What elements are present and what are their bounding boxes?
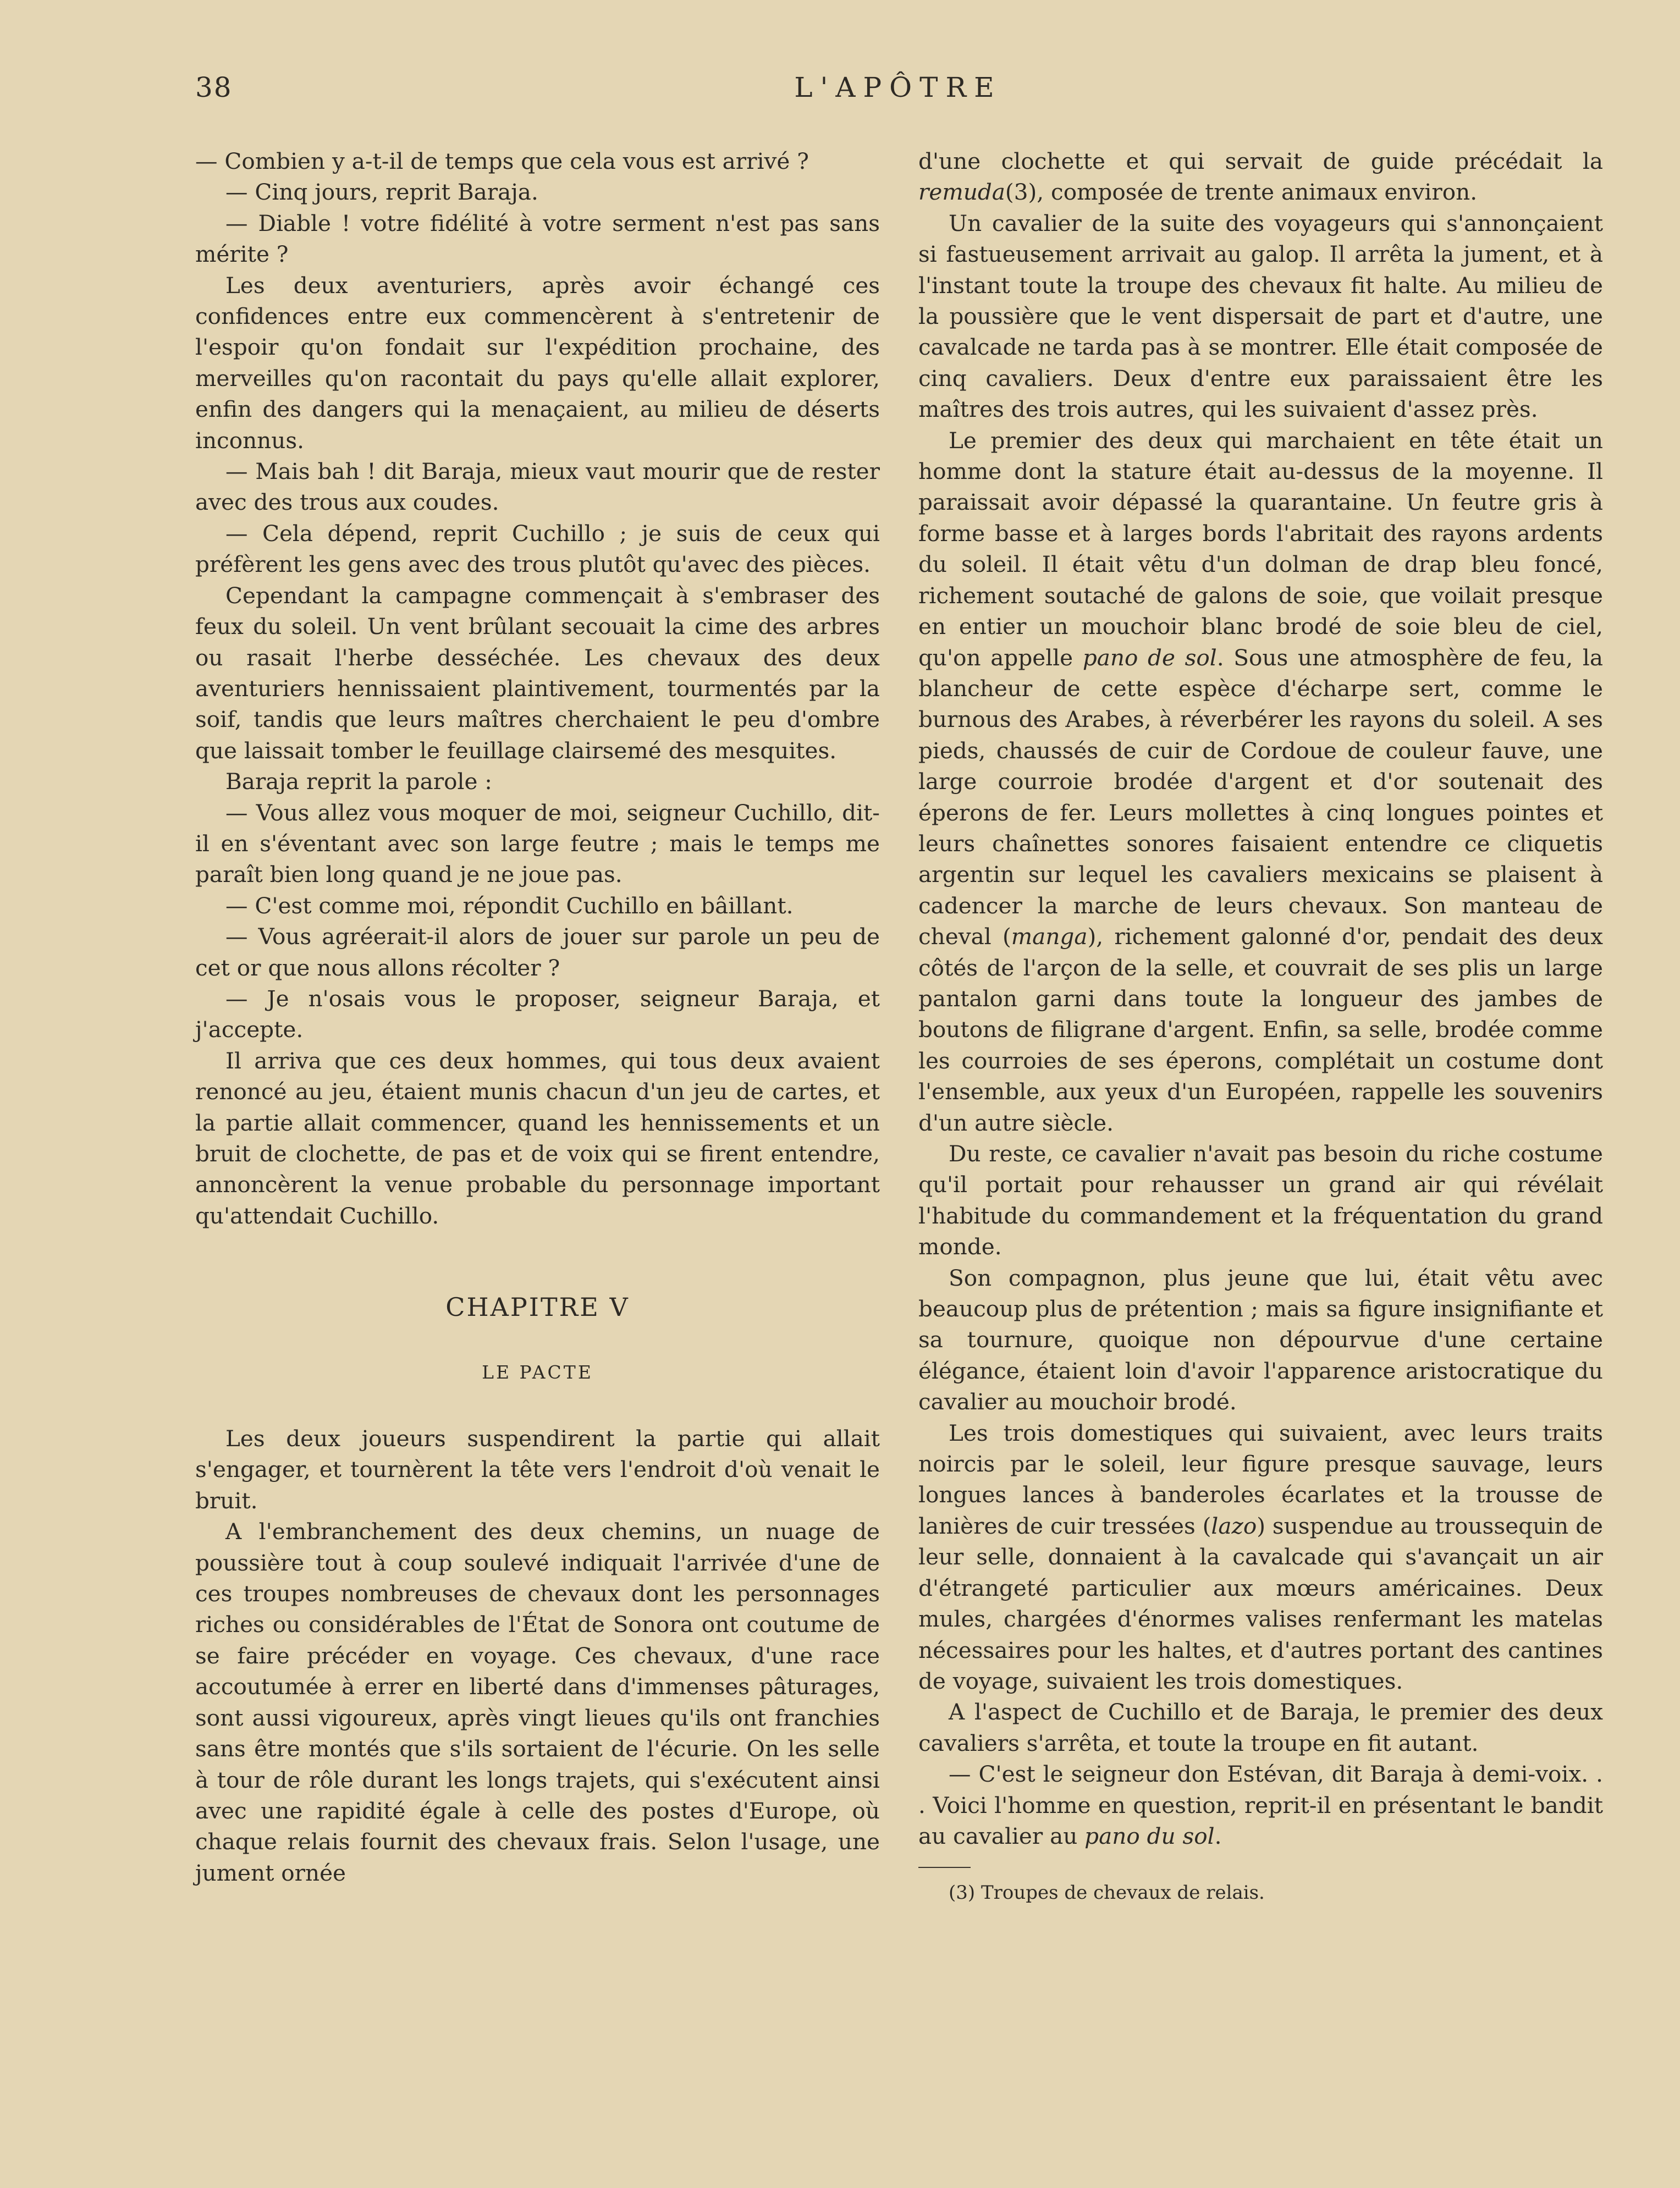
paragraph: — Combien y a-t-il de temps que cela vous est arrivé ? xyxy=(195,148,809,174)
paragraph: Du reste, ce cavalier n'avait pas besoin du riche costume qu'il portait pour rehausser un grand air qui révélait l'habitude du commandement et la fréquentation du grand monde. xyxy=(918,1140,1603,1260)
paragraph: Un cavalier de la suite des voyageurs qui s'annonçaient si fastueusement arrivait au galop. Il arrêta la jument, et à l'instant toute la troupe des chevaux fit halte. Au milieu de la poussière que le vent dispersait de part et d'autre, une cavalcade ne tarda pas à se montrer. Elle était composée de cinq cavaliers. Deux d'entre eux paraissaient être les maîtres des trois autres, qui les suivaient d'assez près. xyxy=(918,210,1603,423)
paragraph: Les deux joueurs suspendirent la partie qui allait s'engager, et tournèrent la tête vers l'endroit d'où venait le bruit. xyxy=(195,1425,880,1514)
text-run: d'une clochette et qui servait de guide précédait la xyxy=(918,148,1603,174)
text-run: ), richement galonné d'or, pendait des deux côtés de l'arçon de la selle, et couvrait de ses plis un large pantalon garni dans toute la longueur des jambes de boutons de filigrane d'argent. Enfin, sa selle, brodée comme les courroies de ses éperons, complétait un costume dont l'ensemble, aux yeux d'un Européen, rappelle les souvenirs d'un autre siècle. xyxy=(918,923,1603,1136)
paragraph: A l'aspect de Cuchillo et de Baraja, le premier des deux cavaliers s'arrêta, et toute la troupe en fit autant. xyxy=(918,1699,1603,1756)
text-run: Les trois domestiques qui suivaient, avec leurs traits noircis par le soleil, leur figure presque sauvage, leurs longues lances à banderoles écarlates et la trousse de lanières de cuir tressées ( xyxy=(918,1419,1603,1539)
paragraph: Il arriva que ces deux hommes, qui tous deux avaient renoncé au jeu, étaient munis chacun d'un jeu de cartes, et la partie allait commencer, quand les hennissements et un bruit de clochette, de pas et de voix qui se firent entendre, annoncèrent la venue probable du personnage important qu'attendait Cuchillo. xyxy=(195,1047,880,1229)
text-run: (3), composée de trente animaux environ. xyxy=(1005,179,1478,206)
paragraph xyxy=(918,146,1603,208)
paragraph: Cependant la campagne commençait à s'embraser des feux du soleil. Un vent brûlant secouait la cime des arbres ou rasait l'herbe desséchée. Les chevaux des deux aventuriers hennissaient plaintivement, tourmentés par la soif, tandis que leurs maîtres cherchaient le peu d'ombre que laissait tomber le feuillage clairsemé des mesquites. xyxy=(195,582,880,764)
paragraph: — Vous agréerait-il alors de jouer sur parole un peu de cet or que nous allons récolter ? xyxy=(195,923,880,981)
left-column xyxy=(195,146,880,1888)
paragraph: Son compagnon, plus jeune que lui, était vêtu avec beaucoup plus de prétention ; mais sa figure insignifiante et sa tournure, quoique non dépourvue d'une certaine élégance, étaient loin d'avoir l'apparence aristocratique du cavalier au mouchoir brodé. xyxy=(918,1264,1603,1415)
paragraph: — Vous allez vous moquer de moi, seigneur Cuchillo, dit-il en s'éventant avec son large feutre ; mais le temps me paraît bien long quand je ne joue pas. xyxy=(195,799,880,888)
text-run: . Sous une atmosphère de feu, la blancheur de cette espèce d'écharpe sert, comme le burnous des Arabes, à réverbérer les rayons du soleil. A ses pieds, chaussés de cuir de Cordoue de couleur fauve, une large courroie brodée d'argent et d'or soutenait des éperons de fer. Leurs mollettes à cinq longues pointes et leurs chaînettes sonores faisaient entendre ce cliquetis argentin sur lequel les cavaliers mexicains se plaisent à cadencer la marche de leurs chevaux. Son manteau de cheval ( xyxy=(918,644,1603,950)
paragraph xyxy=(918,1759,1603,1851)
paragraph xyxy=(918,425,1603,1138)
chapter-title: CHAPITRE V xyxy=(445,1292,630,1322)
paragraph: Baraja reprit la parole : xyxy=(225,768,492,795)
running-title: L'APÔTRE xyxy=(794,71,1002,103)
paragraph: A l'embranchement des deux chemins, un nuage de poussière tout à coup soulevé indiquait l'arrivée d'une de ces troupes nombreuses de chevaux dont les personnages riches ou considérables de l'État de Sonora ont coutume de se faire précéder en voyage. Ces chevaux, d'une race accoutumée à errer en liberté dans d'immenses pâturages, sont aussi vigoureux, après vingt lieues qu'ils ont franchies sans être montés que s'ils sortaient de l'écurie. On les selle à tour de rôle durant les longs trajets, qui s'exécutent ainsi avec une rapidité égale à celle des postes d'Europe, où chaque relais fournit des chevaux frais. Selon l'usage, une jument ornée xyxy=(195,1518,880,1886)
paragraph: Les deux aventuriers, après avoir échangé ces confidences entre eux commencèrent à s'entretenir de l'espoir qu'on fondait sur l'expédition prochaine, des merveilles qu'on racontait du pays qu'elle allait explorer, enfin des dangers qui la menaçaient, au milieu de déserts inconnus. xyxy=(195,272,880,454)
italic-term: remuda xyxy=(918,179,1005,206)
paragraph: — Cela dépend, reprit Cuchillo ; je suis de ceux qui préfèrent les gens avec des trous plutôt qu'avec des pièces. xyxy=(195,520,880,578)
text-run: — C'est le seigneur don Estévan, dit Baraja à demi-voix. . . Voici l'homme en question, reprit-il en présentant le bandit au cavalier au xyxy=(918,1761,1603,1849)
text-run: Le premier des deux qui marchaient en tête était un homme dont la stature était au-dessus de la moyenne. Il paraissait avoir dépassé la quarantaine. Un feutre gris à forme basse et à larges bords l'abritait des rayons ardents du soleil. Il était vêtu d'un dolman de drap bleu foncé, richement soutaché de galons de soie, que voilait presque en entier un mouchoir blanc brodé de soie bleu de ciel, qu'on appelle xyxy=(918,427,1603,671)
paragraph xyxy=(918,1418,1603,1697)
paragraph: — Je n'osais vous le proposer, seigneur Baraja, et j'accepte. xyxy=(195,985,880,1043)
italic-term: pano du sol xyxy=(1084,1822,1215,1849)
paragraph: — Diable ! votre fidélité à votre serment n'est pas sans mérite ? xyxy=(195,210,880,268)
footnote-rule xyxy=(918,1867,971,1868)
page-number: 38 xyxy=(195,71,233,103)
italic-term: lazo xyxy=(1211,1512,1257,1539)
right-column xyxy=(918,146,1603,1906)
italic-term: pano de sol xyxy=(1082,644,1217,671)
italic-term: manga xyxy=(1011,923,1088,950)
footnote: (3) Troupes de chevaux de relais. xyxy=(949,1882,1265,1904)
chapter-subtitle: LE PACTE xyxy=(482,1361,593,1383)
paragraph: — Cinq jours, reprit Baraja. xyxy=(225,179,538,206)
page-header xyxy=(195,71,1601,110)
text-run: ) suspendue au troussequin de leur selle, donnaient à la cavalcade qui s'avançait un air d'étrangeté particulier aux mœurs américaines. Deux mules, chargées d'énormes valises renfermant les matelas nécessaires pour les haltes, et d'autres portant des cantines de voyage, suivaient les trois domestiques. xyxy=(918,1512,1603,1694)
text-run: . xyxy=(1214,1822,1222,1849)
paragraph: — Mais bah ! dit Baraja, mieux vaut mourir que de rester avec des trous aux coudes. xyxy=(195,458,880,516)
paragraph: — C'est comme moi, répondit Cuchillo en bâillant. xyxy=(225,892,794,919)
